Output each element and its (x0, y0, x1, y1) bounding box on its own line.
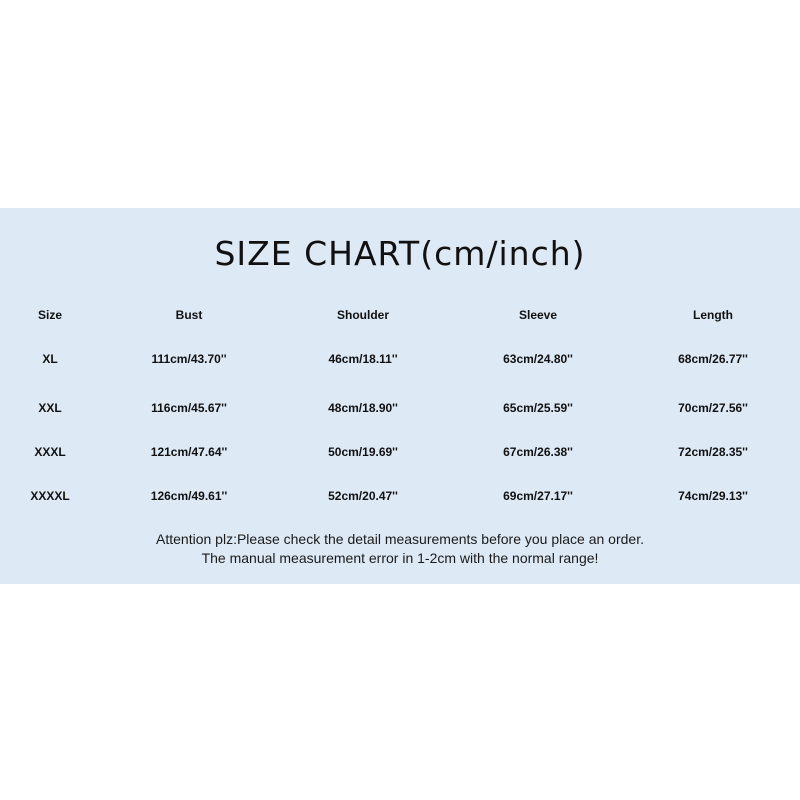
cell-length: 74cm/29.13'' (678, 489, 748, 503)
cell-bust: 111cm/43.70'' (151, 352, 227, 366)
cell-bust: 121cm/47.64'' (150, 445, 228, 459)
cell-shoulder: 50cm/19.69'' (328, 445, 398, 459)
cell-sleeve: 63cm/24.80'' (503, 352, 573, 366)
header-shoulder: Shoulder (336, 308, 390, 322)
cell-size: XXXXL (30, 489, 70, 503)
cell-length: 72cm/28.35'' (678, 445, 748, 459)
cell-shoulder: 46cm/18.11'' (328, 352, 398, 366)
cell-sleeve: 67cm/26.38'' (503, 445, 573, 459)
cell-shoulder: 48cm/18.90'' (328, 401, 398, 415)
cell-length: 68cm/26.77'' (678, 352, 748, 366)
attention-note: Attention plz:Please check the detail measurements before you place an order. (156, 531, 644, 547)
chart-title: SIZE CHART(cm/inch) (214, 234, 586, 273)
cell-sleeve: 65cm/25.59'' (503, 401, 573, 415)
cell-length: 70cm/27.56'' (678, 401, 748, 415)
cell-size: XXXL (34, 445, 66, 459)
header-bust: Bust (175, 308, 203, 322)
measurement-error-note: The manual measurement error in 1-2cm with the normal range! (201, 550, 599, 566)
cell-size: XL (42, 352, 58, 366)
cell-bust: 116cm/45.67'' (151, 401, 227, 415)
table-header-row (0, 303, 800, 327)
cell-shoulder: 52cm/20.47'' (328, 489, 398, 503)
header-sleeve: Sleeve (518, 308, 558, 322)
header-length: Length (693, 308, 733, 322)
table-row (0, 396, 800, 420)
header-size: Size (37, 308, 63, 322)
table-row (0, 347, 800, 371)
cell-sleeve: 69cm/27.17'' (503, 489, 573, 503)
table-row (0, 484, 800, 508)
cell-bust: 126cm/49.61'' (150, 489, 228, 503)
cell-size: XXL (38, 401, 62, 415)
table-row (0, 440, 800, 464)
